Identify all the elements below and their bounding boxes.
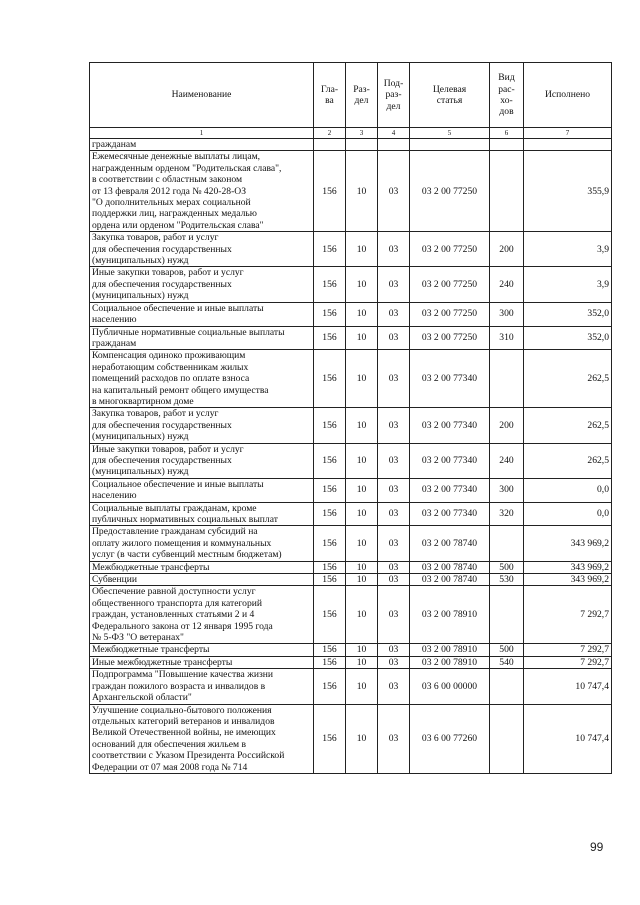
row-podrazdel-cell: 03 [378,526,410,561]
row-razdel-cell: 10 [346,644,378,656]
row-target-cell [410,139,490,151]
header-razdel: Раз- дел [346,63,378,128]
row-vid-cell: 500 [490,644,524,656]
row-razdel-cell: 10 [346,326,378,350]
table-row [90,151,612,232]
row-target-cell: 03 2 00 77340 [410,350,490,408]
table-row [90,526,612,561]
row-podrazdel-cell: 03 [378,656,410,668]
row-razdel-cell: 10 [346,443,378,478]
row-amount-cell: 262,5 [524,408,612,443]
row-razdel-cell: 10 [346,561,378,573]
row-name-cell: Публичные нормативные социальные выплаты гражданам [90,326,314,350]
column-number-row [90,128,612,139]
row-vid-cell [490,526,524,561]
row-glava-cell: 156 [314,574,346,586]
row-name-cell: Закупка товаров, работ и услуг для обеспечения государственных (муниципальных) нужд [90,232,314,267]
row-razdel-cell: 10 [346,478,378,502]
table-row [90,478,612,502]
table-row [90,267,612,302]
row-vid-cell: 240 [490,443,524,478]
row-vid-cell: 320 [490,502,524,526]
header-glava: Гла- ва [314,63,346,128]
row-amount-cell: 3,9 [524,232,612,267]
column-number: 2 [314,128,346,139]
row-podrazdel-cell: 03 [378,350,410,408]
row-razdel-cell [346,139,378,151]
row-amount-cell: 7 292,7 [524,656,612,668]
row-target-cell: 03 2 00 77340 [410,502,490,526]
row-razdel-cell: 10 [346,267,378,302]
row-target-cell: 03 2 00 77250 [410,302,490,326]
table-row [90,443,612,478]
row-vid-cell [490,586,524,644]
row-target-cell: 03 6 00 77260 [410,704,490,773]
header-executed: Исполнено [524,63,612,128]
header-target: Целевая статья [410,63,490,128]
row-glava-cell: 156 [314,704,346,773]
row-razdel-cell: 10 [346,302,378,326]
row-glava-cell: 156 [314,443,346,478]
row-podrazdel-cell: 03 [378,669,410,704]
row-glava-cell: 156 [314,526,346,561]
row-razdel-cell: 10 [346,502,378,526]
row-amount-cell: 0,0 [524,478,612,502]
row-target-cell: 03 2 00 77250 [410,232,490,267]
row-name-cell: Социальное обеспечение и иные выплаты населению [90,478,314,502]
row-amount-cell: 262,5 [524,443,612,478]
row-vid-cell [490,350,524,408]
row-glava-cell: 156 [314,151,346,232]
row-target-cell: 03 2 00 78910 [410,586,490,644]
row-name-cell: Улучшение социально-бытового положения отдельных категорий ветеранов и инвалидов Великой Отечественной войны, не имеющих оснований для обеспечения жильем в соответствии с Указом Президента Российской Федерации от 07 мая 2008 года № 714 [90,704,314,773]
row-razdel-cell: 10 [346,408,378,443]
row-name-cell: Межбюджетные трансферты [90,644,314,656]
table-row [90,586,612,644]
row-podrazdel-cell: 03 [378,232,410,267]
row-podrazdel-cell: 03 [378,326,410,350]
header-podrazdel: Под- раз- дел [378,63,410,128]
row-glava-cell: 156 [314,350,346,408]
table-row [90,656,612,668]
row-glava-cell: 156 [314,478,346,502]
row-amount-cell: 10 747,4 [524,669,612,704]
row-target-cell: 03 2 00 77340 [410,478,490,502]
row-vid-cell: 300 [490,478,524,502]
row-podrazdel-cell: 03 [378,561,410,573]
row-vid-cell: 300 [490,302,524,326]
row-vid-cell: 500 [490,561,524,573]
row-amount-cell: 352,0 [524,326,612,350]
row-podrazdel-cell: 03 [378,704,410,773]
row-name-cell: Иные закупки товаров, работ и услуг для обеспечения государственных (муниципальных) нужд [90,443,314,478]
row-name-cell: Межбюджетные трансферты [90,561,314,573]
row-podrazdel-cell: 03 [378,574,410,586]
row-razdel-cell: 10 [346,232,378,267]
row-amount-cell: 343 969,2 [524,574,612,586]
row-amount-cell: 0,0 [524,502,612,526]
row-razdel-cell: 10 [346,669,378,704]
table-row [90,644,612,656]
row-podrazdel-cell: 03 [378,267,410,302]
row-glava-cell: 156 [314,408,346,443]
row-glava-cell: 156 [314,669,346,704]
header-vid: Вид рас- хо- дов [490,63,524,128]
row-amount-cell: 7 292,7 [524,644,612,656]
row-vid-cell [490,139,524,151]
row-razdel-cell: 10 [346,151,378,232]
column-number: 3 [346,128,378,139]
row-glava-cell: 156 [314,656,346,668]
row-target-cell: 03 2 00 78740 [410,561,490,573]
row-name-cell: Подпрограмма "Повышение качества жизни граждан пожилого возраста и инвалидов в Архангельской области" [90,669,314,704]
row-target-cell: 03 2 00 77250 [410,267,490,302]
row-amount-cell: 343 969,2 [524,561,612,573]
table-row [90,574,612,586]
table-row [90,669,612,704]
row-amount-cell: 262,5 [524,350,612,408]
row-amount-cell: 7 292,7 [524,586,612,644]
row-glava-cell: 156 [314,561,346,573]
row-name-cell: Предоставление гражданам субсидий на оплату жилого помещения и коммунальных услуг (в части субвенций местным бюджетам) [90,526,314,561]
column-number: 4 [378,128,410,139]
row-target-cell: 03 6 00 00000 [410,669,490,704]
row-podrazdel-cell: 03 [378,408,410,443]
row-glava-cell: 156 [314,502,346,526]
row-vid-cell: 200 [490,232,524,267]
row-target-cell: 03 2 00 77340 [410,443,490,478]
table-row [90,408,612,443]
column-number: 7 [524,128,612,139]
table-row [90,502,612,526]
row-amount-cell: 355,9 [524,151,612,232]
row-podrazdel-cell: 03 [378,644,410,656]
row-vid-cell: 310 [490,326,524,350]
row-amount-cell: 343 969,2 [524,526,612,561]
row-vid-cell: 530 [490,574,524,586]
row-name-cell: Обеспечение равной доступности услуг общественного транспорта для категорий граждан, установленных статьями 2 и 4 Федерального закона от 12 января 1995 года № 5-ФЗ "О ветеранах" [90,586,314,644]
row-name-cell: Закупка товаров, работ и услуг для обеспечения государственных (муниципальных) нужд [90,408,314,443]
row-target-cell: 03 2 00 78740 [410,574,490,586]
header-name: Наименование [90,63,314,128]
table-header-row [90,63,612,128]
row-target-cell: 03 2 00 77250 [410,326,490,350]
row-target-cell: 03 2 00 78910 [410,644,490,656]
table-row [90,139,612,151]
table-row [90,302,612,326]
row-name-cell: Социальное обеспечение и иные выплаты населению [90,302,314,326]
row-vid-cell [490,669,524,704]
row-razdel-cell: 10 [346,526,378,561]
row-glava-cell: 156 [314,267,346,302]
row-name-cell: Иные межбюджетные трансферты [90,656,314,668]
row-podrazdel-cell: 03 [378,502,410,526]
row-vid-cell: 540 [490,656,524,668]
row-vid-cell [490,704,524,773]
row-name-cell: Иные закупки товаров, работ и услуг для обеспечения государственных (муниципальных) нужд [90,267,314,302]
row-vid-cell [490,151,524,232]
column-number: 6 [490,128,524,139]
table-row [90,326,612,350]
row-razdel-cell: 10 [346,704,378,773]
row-amount-cell: 352,0 [524,302,612,326]
row-podrazdel-cell: 03 [378,302,410,326]
row-podrazdel-cell [378,139,410,151]
row-razdel-cell: 10 [346,574,378,586]
row-vid-cell: 200 [490,408,524,443]
row-glava-cell: 156 [314,586,346,644]
row-target-cell: 03 2 00 77340 [410,408,490,443]
row-glava-cell: 156 [314,302,346,326]
page-number: 99 [590,840,604,854]
column-number: 5 [410,128,490,139]
row-name-cell: гражданам [90,139,314,151]
table-row [90,704,612,773]
row-name-cell: Ежемесячные денежные выплаты лицам, награжденным орденом "Родительская слава", в соответствии с областным законом от 13 февраля 2012 года № 420-28-ОЗ "О дополнительных мерах социальной поддержки лиц, награжденных медалью ордена или орденом "Родительская слава" [90,151,314,232]
row-razdel-cell: 10 [346,656,378,668]
row-glava-cell: 156 [314,232,346,267]
row-name-cell: Социальные выплаты гражданам, кроме публичных нормативных социальных выплат [90,502,314,526]
row-target-cell: 03 2 00 78910 [410,656,490,668]
row-glava-cell: 156 [314,326,346,350]
table-row [90,350,612,408]
row-razdel-cell: 10 [346,586,378,644]
row-amount-cell [524,139,612,151]
row-amount-cell: 3,9 [524,267,612,302]
row-target-cell: 03 2 00 78740 [410,526,490,561]
table-body [90,139,612,774]
row-razdel-cell: 10 [346,350,378,408]
column-number: 1 [90,128,314,139]
row-name-cell: Компенсация одиноко проживающим неработающим собственникам жилых помещений расходов по оплате взноса на капитальный ремонт общего имущества в многоквартирном доме [90,350,314,408]
row-podrazdel-cell: 03 [378,151,410,232]
row-podrazdel-cell: 03 [378,443,410,478]
budget-table [89,62,612,774]
table-row [90,232,612,267]
row-glava-cell: 156 [314,644,346,656]
row-podrazdel-cell: 03 [378,586,410,644]
row-podrazdel-cell: 03 [378,478,410,502]
row-vid-cell: 240 [490,267,524,302]
table-row [90,561,612,573]
row-glava-cell [314,139,346,151]
row-target-cell: 03 2 00 77250 [410,151,490,232]
row-amount-cell: 10 747,4 [524,704,612,773]
row-name-cell: Субвенции [90,574,314,586]
